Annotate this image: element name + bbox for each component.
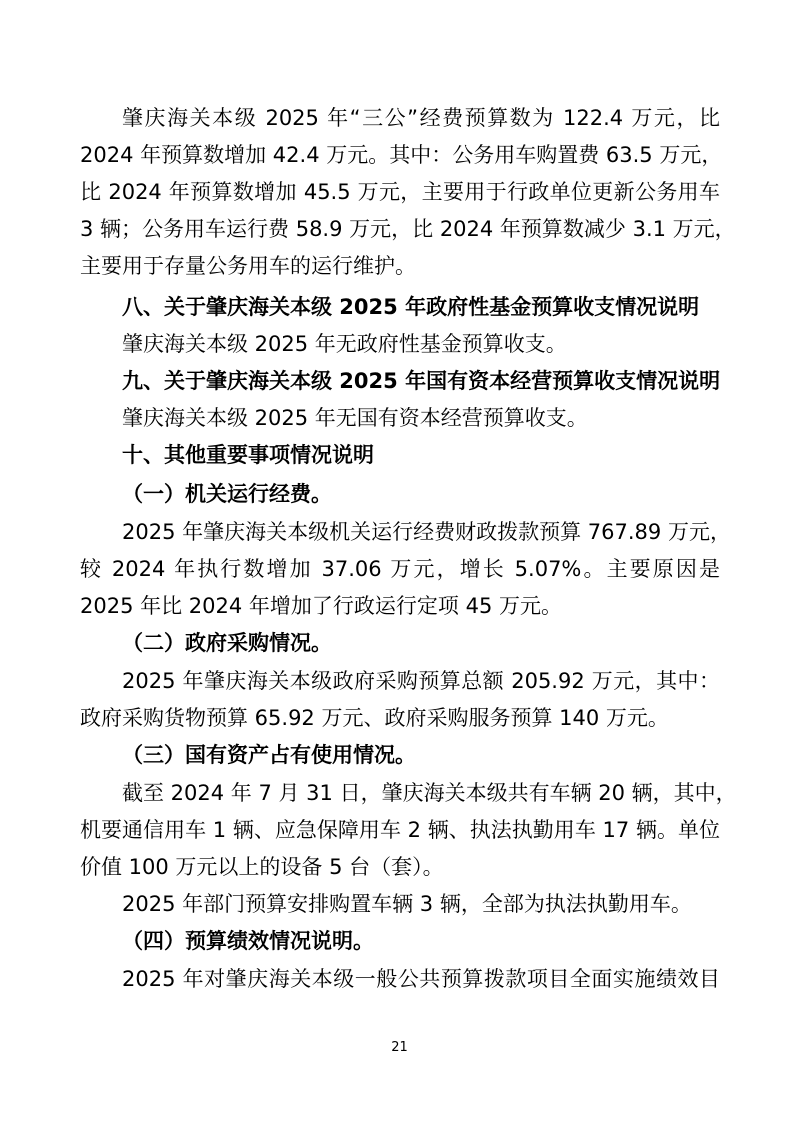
- paragraph-three-public-line-2: 2024 年预算数增加 42.4 万元。其中：公务用车购置费 63.5 万元，: [80, 143, 723, 167]
- paragraph-gov-fund: 肇庆海关本级 2025 年无政府性基金预算收支。: [122, 332, 567, 356]
- paragraph-three-public-line-4: 3 辆；公务用车运行费 58.9 万元，比 2024 年预算数减少 3.1 万元，: [80, 217, 736, 241]
- subheading-4-performance: （四）预算绩效情况说明。: [122, 929, 374, 953]
- section-heading-10: 十、其他重要事项情况说明: [122, 443, 374, 467]
- subheading-2-procurement: （二）政府采购情况。: [122, 631, 332, 655]
- section-heading-8: 八、关于肇庆海关本级 2025 年政府性基金预算收支情况说明: [122, 295, 700, 319]
- subheading-1-operating-expenses: （一）机关运行经费。: [122, 482, 332, 506]
- paragraph-assets-line-2: 机要通信用车 1 辆、应急保障用车 2 辆、执法执勤用车 17 辆。单位: [80, 818, 720, 842]
- paragraph-procurement-line-2: 政府采购货物预算 65.92 万元、政府采购服务预算 140 万元。: [80, 706, 669, 730]
- paragraph-three-public-line-3: 比 2024 年预算数增加 45.5 万元，主要用于行政单位更新公务用车: [80, 180, 720, 204]
- paragraph-three-public-line-5: 主要用于存量公务用车的运行维护。: [80, 254, 416, 278]
- paragraph-operating-line-2: 较 2024 年执行数增加 37.06 万元，增长 5.07%。主要原因是: [80, 557, 720, 581]
- page-number: 21: [391, 1040, 408, 1055]
- paragraph-state-capital: 肇庆海关本级 2025 年无国有资本经营预算收支。: [122, 406, 588, 430]
- paragraph-performance-line-1: 2025 年对肇庆海关本级一般公共预算拨款项目全面实施绩效目: [122, 967, 720, 991]
- paragraph-procurement-line-1: 2025 年肇庆海关本级政府采购预算总额 205.92 万元，其中：: [122, 669, 720, 693]
- paragraph-vehicle-purchase: 2025 年部门预算安排购置车辆 3 辆，全部为执法执勤用车。: [122, 892, 692, 916]
- section-heading-9: 九、关于肇庆海关本级 2025 年国有资本经营预算收支情况说明: [122, 369, 721, 393]
- paragraph-operating-line-1: 2025 年肇庆海关本级机关运行经费财政拨款预算 767.89 万元，: [122, 520, 731, 544]
- paragraph-assets-line-1: 截至 2024 年 7 月 31 日，肇庆海关本级共有车辆 20 辆，其中，: [122, 781, 737, 805]
- paragraph-three-public-line-1: 肇庆海关本级 2025 年“三公”经费预算数为 122.4 万元，比: [122, 106, 720, 130]
- paragraph-assets-line-3: 价值 100 万元以上的设备 5 台（套）。: [80, 855, 444, 879]
- subheading-3-assets: （三）国有资产占有使用情况。: [122, 743, 416, 767]
- paragraph-operating-line-3: 2025 年比 2024 年增加了行政运行定项 45 万元。: [80, 594, 562, 618]
